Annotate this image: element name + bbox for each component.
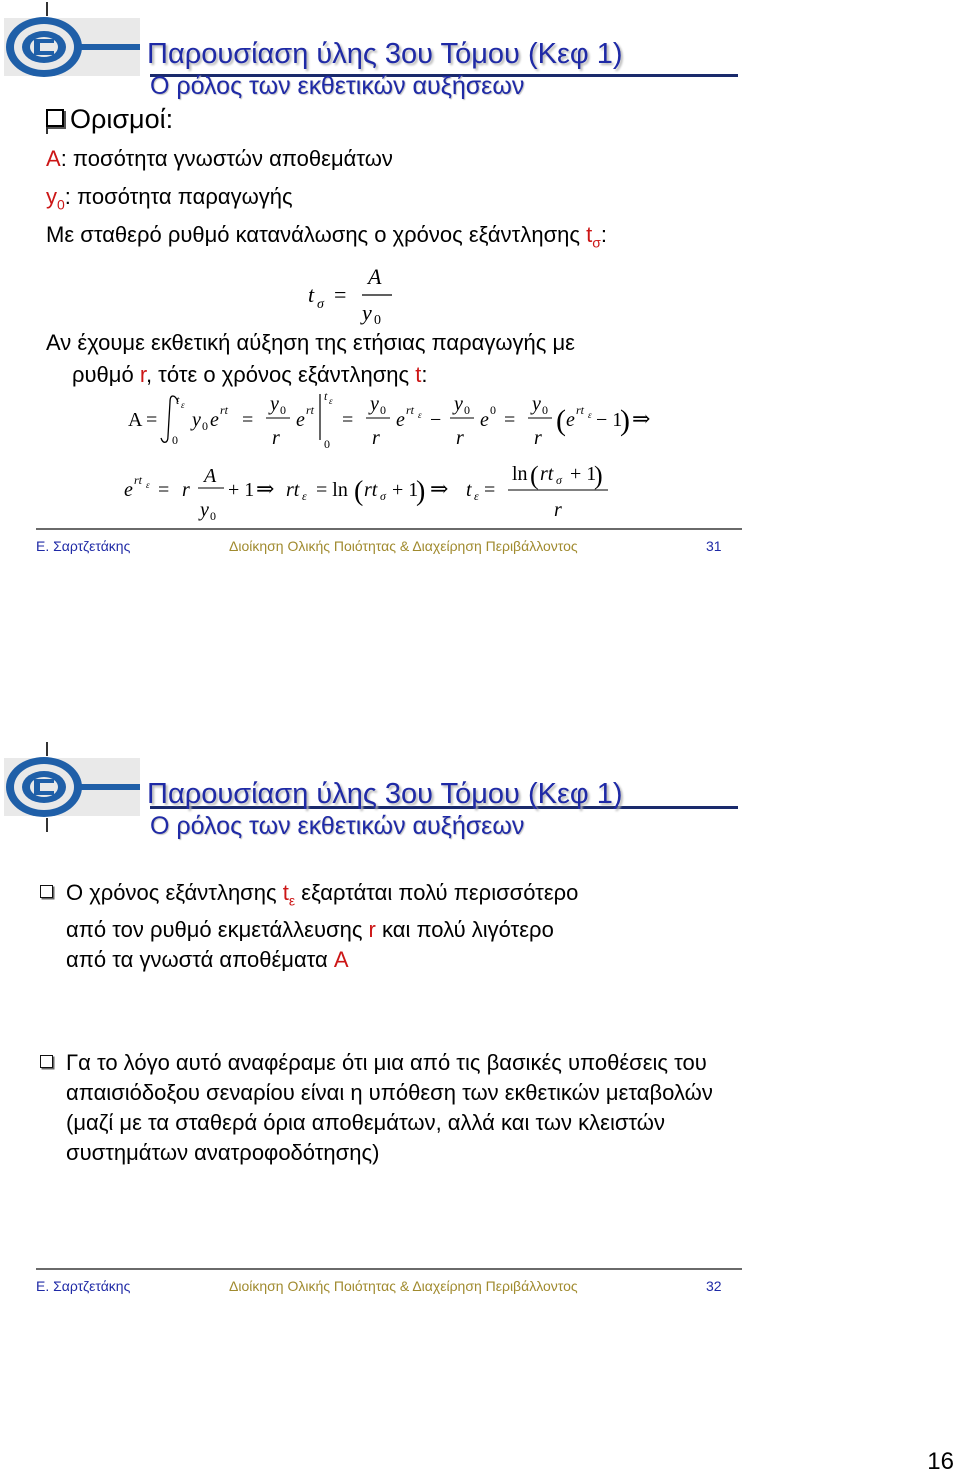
- svg-text:rt: rt: [540, 463, 554, 485]
- svg-text:r: r: [554, 499, 562, 521]
- b1a: Ο χρόνος εξάντλησης: [66, 880, 283, 905]
- svg-text:ε: ε: [181, 400, 185, 410]
- formula-integral: [120, 386, 680, 450]
- b1e: από τα γνωστά αποθέματα: [66, 947, 334, 973]
- symbol-r: r: [368, 917, 376, 943]
- svg-text:y: y: [362, 300, 372, 325]
- footer-author: Ε. Σαρτζετάκης: [36, 538, 131, 554]
- bullet-1: [40, 878, 730, 975]
- svg-text:0: 0: [210, 509, 216, 523]
- svg-text:ε: ε: [418, 410, 422, 420]
- svg-text:): ): [594, 461, 603, 490]
- constant-rate-line: [46, 222, 607, 250]
- svg-text:e: e: [210, 409, 219, 431]
- svg-text:A: A: [204, 465, 217, 487]
- svg-text:σ: σ: [556, 473, 562, 487]
- svg-text:0: 0: [280, 403, 286, 417]
- definitions-heading: [46, 104, 173, 135]
- svg-text:r: r: [534, 427, 542, 449]
- svg-text:r: r: [182, 479, 190, 501]
- svg-text:0: 0: [464, 403, 470, 417]
- svg-text:ε: ε: [588, 410, 592, 420]
- svg-text:(: (: [530, 461, 539, 490]
- svg-text:=: =: [146, 409, 158, 431]
- footer: [36, 528, 742, 558]
- page-number: 16: [927, 1448, 954, 1475]
- svg-text:=: =: [242, 409, 254, 431]
- bullet-2-text: Γα το λόγο αυτό αναφέραμε ότι μια από τις βασικές υποθέσεις του απαισιόδοξου σεναρίου είναι η υπόθεση των εκθετικών μεταβολών (μαζί με τα σταθερά όρια αποθεμάτων, αλλά και των κλειστών συστημάτων ανατροφοδότησης): [66, 1050, 713, 1165]
- heading-text: Ορισμοί:: [70, 104, 174, 134]
- footer-course: Διοίκηση Ολικής Ποιότητας & Διαχείρηση Περιβάλλοντος: [229, 1278, 578, 1294]
- svg-text:=: =: [484, 479, 496, 501]
- svg-text:ln: ln: [512, 463, 528, 485]
- slide-title: Παρουσίαση ύλης 3ου Τόμου (Κεφ 1): [147, 38, 623, 70]
- formula-ln: [120, 456, 680, 526]
- slide-31: [0, 0, 760, 560]
- svg-text:− 1: − 1: [596, 409, 623, 431]
- svg-text:(: (: [354, 476, 364, 507]
- svg-text:0: 0: [380, 403, 386, 417]
- svg-text:y: y: [200, 499, 209, 521]
- svg-text:rt: rt: [306, 403, 315, 417]
- svg-text:t: t: [308, 282, 315, 307]
- svg-text:y: y: [370, 393, 379, 415]
- svg-text:=: =: [504, 409, 516, 431]
- symbol-t-sub: ε: [288, 892, 296, 909]
- b1b: εξαρτάται πολύ περισσότερο: [295, 880, 579, 905]
- svg-text:rt: rt: [406, 403, 415, 417]
- b1c: από τον ρυθμό εκμετάλλευσης: [66, 917, 369, 943]
- checkbox-bullet-icon: [40, 885, 53, 898]
- definition-y0-text: : ποσότητα παραγωγής: [64, 184, 293, 209]
- exp-text-2b: , τότε ο χρόνος εξάντλησης: [145, 362, 416, 387]
- symbol-t-sub: σ: [592, 234, 601, 251]
- svg-text:): ): [620, 404, 630, 437]
- symbol-y-sub: 0: [57, 196, 65, 213]
- footer-rule: [36, 1268, 742, 1270]
- svg-text:t: t: [324, 389, 328, 403]
- svg-text:e: e: [480, 409, 489, 431]
- svg-text:⇒: ⇒: [256, 476, 275, 501]
- checkbox-bullet-icon: [46, 109, 64, 127]
- constant-rate-text: Με σταθερό ρυθμό κατανάλωσης ο χρόνος εξάντλησης: [46, 222, 587, 247]
- svg-text:ε: ε: [329, 396, 333, 406]
- svg-text:(: (: [556, 404, 566, 437]
- svg-text:rt: rt: [286, 479, 300, 501]
- svg-text:=: =: [158, 479, 170, 501]
- symbol-t: t: [586, 222, 593, 247]
- slide-subtitle: Ο ρόλος των εκθετικών αυξήσεων: [150, 812, 525, 840]
- slide-subtitle: Ο ρόλος των εκθετικών αυξήσεων: [150, 72, 525, 100]
- b1d: και πολύ λιγότερο: [375, 917, 554, 943]
- symbol-y: y: [46, 184, 57, 209]
- footer-page: 31: [706, 538, 722, 554]
- svg-text:=: =: [334, 282, 347, 307]
- svg-text:ε: ε: [302, 489, 307, 503]
- logo-icon: [4, 754, 140, 820]
- svg-text:r: r: [456, 427, 464, 449]
- footer-page: 32: [706, 1278, 722, 1294]
- definition-A: [46, 146, 393, 172]
- svg-text:t: t: [176, 393, 180, 407]
- svg-text:y: y: [532, 393, 541, 415]
- slide-title: Παρουσίαση ύλης 3ου Τόμου (Κεφ 1): [147, 778, 623, 810]
- svg-text:σ: σ: [380, 489, 386, 503]
- svg-text:e: e: [396, 409, 405, 431]
- svg-text:⇒: ⇒: [632, 406, 651, 431]
- svg-text:): ): [416, 476, 426, 507]
- svg-text:0: 0: [374, 313, 381, 326]
- svg-text:r: r: [372, 427, 380, 449]
- footer-course: Διοίκηση Ολικής Ποιότητας & Διαχείρηση Περιβάλλοντος: [229, 538, 578, 554]
- svg-text:σ: σ: [317, 297, 324, 312]
- svg-text:+ 1: + 1: [228, 479, 255, 501]
- svg-text:ε: ε: [474, 489, 479, 503]
- symbol-A: A: [46, 146, 61, 171]
- bullet-2: [40, 1048, 730, 1168]
- exp-text-line-1: Αν έχουμε εκθετική αύξηση της ετήσιας παραγωγής με: [46, 330, 575, 355]
- svg-text:rt: rt: [220, 403, 229, 417]
- symbol-t-exp: t: [415, 362, 422, 387]
- svg-text:+ 1: + 1: [570, 463, 597, 485]
- svg-text:0: 0: [542, 403, 548, 417]
- symbol-A: A: [333, 947, 349, 973]
- slide-marker-bottom: [46, 818, 48, 832]
- svg-text:y: y: [192, 409, 201, 431]
- svg-text:+ 1: + 1: [392, 479, 419, 501]
- formula-t-sigma: [300, 262, 420, 326]
- exp-text-2c: :: [421, 362, 428, 387]
- definition-A-text: : ποσότητα γνωστών αποθεμάτων: [60, 146, 393, 171]
- svg-text:−: −: [430, 409, 442, 431]
- slide-32: [0, 740, 760, 1300]
- svg-text:e: e: [296, 409, 305, 431]
- svg-text:rt: rt: [134, 473, 143, 487]
- checkbox-bullet-icon: [40, 1055, 53, 1068]
- svg-text:= ln: = ln: [316, 479, 348, 501]
- footer-author: Ε. Σαρτζετάκης: [36, 1278, 131, 1294]
- svg-text:r: r: [272, 427, 280, 449]
- bullet-1-text: [66, 878, 730, 975]
- svg-text:A: A: [368, 264, 382, 289]
- svg-text:y: y: [270, 393, 279, 415]
- svg-text:=: =: [342, 409, 354, 431]
- svg-text:e: e: [566, 409, 575, 431]
- exp-text-line-2: [72, 362, 427, 388]
- logo-icon: [4, 14, 140, 80]
- colon: :: [600, 222, 607, 247]
- footer-rule: [36, 528, 742, 530]
- svg-text:0: 0: [202, 419, 208, 433]
- svg-text:e: e: [124, 479, 133, 501]
- svg-text:0: 0: [490, 403, 496, 417]
- definition-y0: [46, 184, 293, 212]
- svg-text:A: A: [128, 409, 143, 431]
- svg-text:⇒: ⇒: [430, 476, 449, 501]
- footer: [36, 1268, 742, 1298]
- svg-text:0: 0: [324, 437, 330, 450]
- svg-text:t: t: [466, 479, 472, 501]
- exp-text-2a: ρυθμό: [72, 362, 140, 387]
- svg-text:rt: rt: [576, 403, 585, 417]
- symbol-r: r: [139, 362, 146, 387]
- svg-text:y: y: [454, 393, 463, 415]
- svg-text:rt: rt: [364, 479, 378, 501]
- svg-text:0: 0: [172, 433, 178, 447]
- svg-text:ε: ε: [146, 480, 150, 490]
- symbol-t: t: [282, 880, 289, 905]
